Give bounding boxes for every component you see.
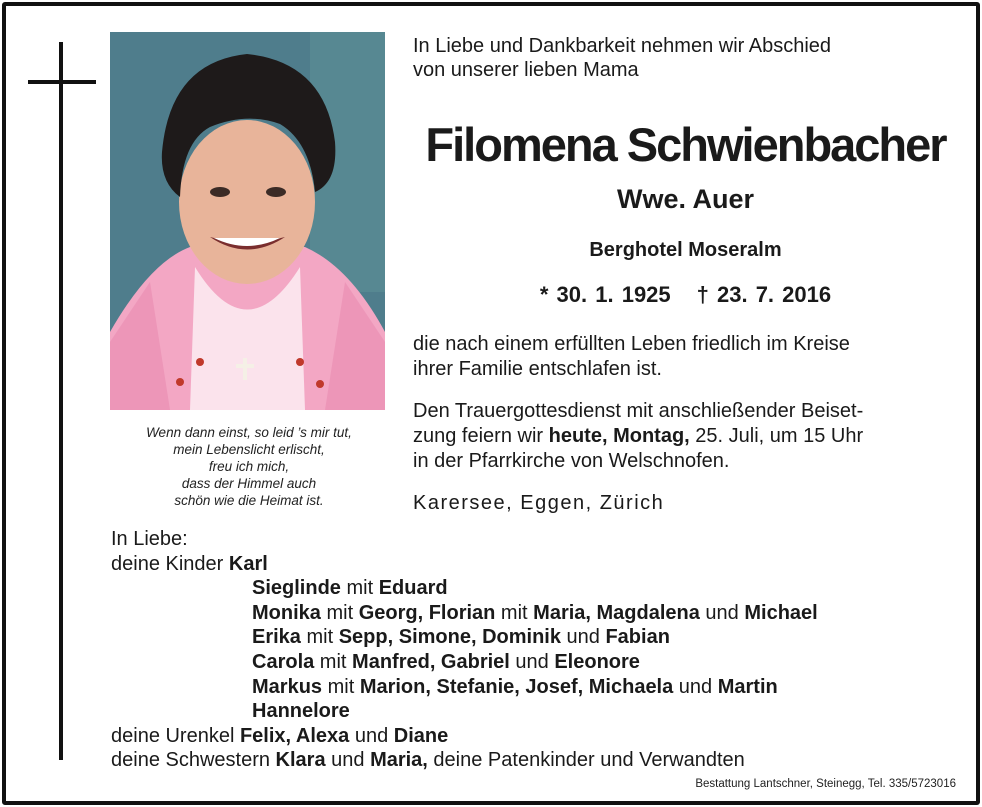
connector: mit [495,601,534,624]
child-name: Monika [252,601,321,624]
connector: und [325,749,371,772]
child-name: Erika [252,626,301,649]
relative-names: Sepp, Simone, Dominik [338,626,561,649]
relative-names: Eleonore [554,650,640,673]
child-name: Karl [228,552,268,575]
relative-names: Maria, [370,749,428,772]
funeral-home-footer: Bestattung Lantschner, Steinegg, Tel. 335/5723016 [695,778,956,790]
quote-verse [108,424,390,509]
child-name: Markus [252,675,323,698]
quote-line: dass der Himmel auch [181,476,317,491]
relative-names: Maria, Magdalena [533,601,700,624]
life-dates [413,280,958,310]
cross-icon [59,42,63,760]
family-row [111,724,971,749]
relative-names: Felix, Alexa [239,724,350,747]
family-row [111,748,971,773]
intro-line: von unserer lieben Mama [413,59,639,81]
urenkel-label: deine Urenkel [111,724,240,747]
kinder-label: deine Kinder [111,552,229,575]
deceased-name: Filomena Schwienbacher [425,118,946,171]
relative-names: Manfred, Gabriel [352,650,510,673]
connector: mit [314,650,353,673]
service-line: in der Pfarrkirche von Welschnofen. [413,450,730,472]
family-row [111,699,971,724]
family-row [111,601,971,626]
quote-line: schön wie die Heimat ist. [174,493,324,508]
service-line: Den Trauergottesdienst mit anschließender Beiset- [413,400,864,422]
child-name: Hannelore [252,700,350,723]
connector: und [673,675,718,698]
relative-names: Fabian [605,626,670,649]
closing-text: deine Patenkinder und Verwandten [427,749,745,772]
intro-text [413,34,958,82]
death-date: † 23. 7. 2016 [696,282,832,307]
hotel-name: Berghotel Moseralm [589,239,782,261]
connector: mit [322,675,360,698]
family-row [111,675,971,700]
relative-names: Eduard [378,577,448,600]
family-row [111,552,971,577]
connector: und [509,650,555,673]
service-line [413,424,973,449]
passing-line: ihrer Familie entschlafen ist. [413,358,662,380]
relative-names: Michael [744,601,818,624]
family-list [111,527,971,773]
portrait-photo [110,32,385,410]
passing-line: die nach einem erfüllten Leben friedlich im Kreise [413,333,850,355]
connector: mit [320,601,359,624]
service-text [413,399,973,474]
family-row [111,650,971,675]
family-heading: In Liebe: [111,528,188,550]
child-name: Carola [252,650,315,673]
connector: und [560,626,606,649]
service-text-part: zung feiern wir [413,425,549,447]
schwestern-label: deine Schwestern [111,749,276,772]
connector: mit [300,626,339,649]
places: Karersee, Eggen, Zürich [413,492,665,514]
connector: und [699,601,745,624]
relative-names: Georg, Florian [358,601,496,624]
service-day: heute, Montag, [548,425,690,447]
family-row [111,625,971,650]
child-name: Sieglinde [252,577,341,600]
family-row [111,576,971,601]
quote-line: mein Lebenslicht erlischt, [173,442,325,457]
relative-names: Diane [393,724,449,747]
birth-date: * 30. 1. 1925 [539,282,671,307]
service-time: 25. Juli, um 15 Uhr [689,425,864,447]
quote-line: freu ich mich, [208,459,290,474]
connector: und [349,724,394,747]
relative-names: Martin [717,675,778,698]
intro-line: In Liebe und Dankbarkeit nehmen wir Abschied [413,35,832,57]
widow-name: Wwe. Auer [616,184,755,214]
cross-icon-bar [28,80,96,84]
connector: mit [340,577,379,600]
passing-text [413,332,973,382]
relative-names: Marion, Stefanie, Josef, Michaela [359,675,674,698]
quote-line: Wenn dann einst, so leid ’s mir tut, [146,425,352,440]
relative-names: Klara [275,749,326,772]
